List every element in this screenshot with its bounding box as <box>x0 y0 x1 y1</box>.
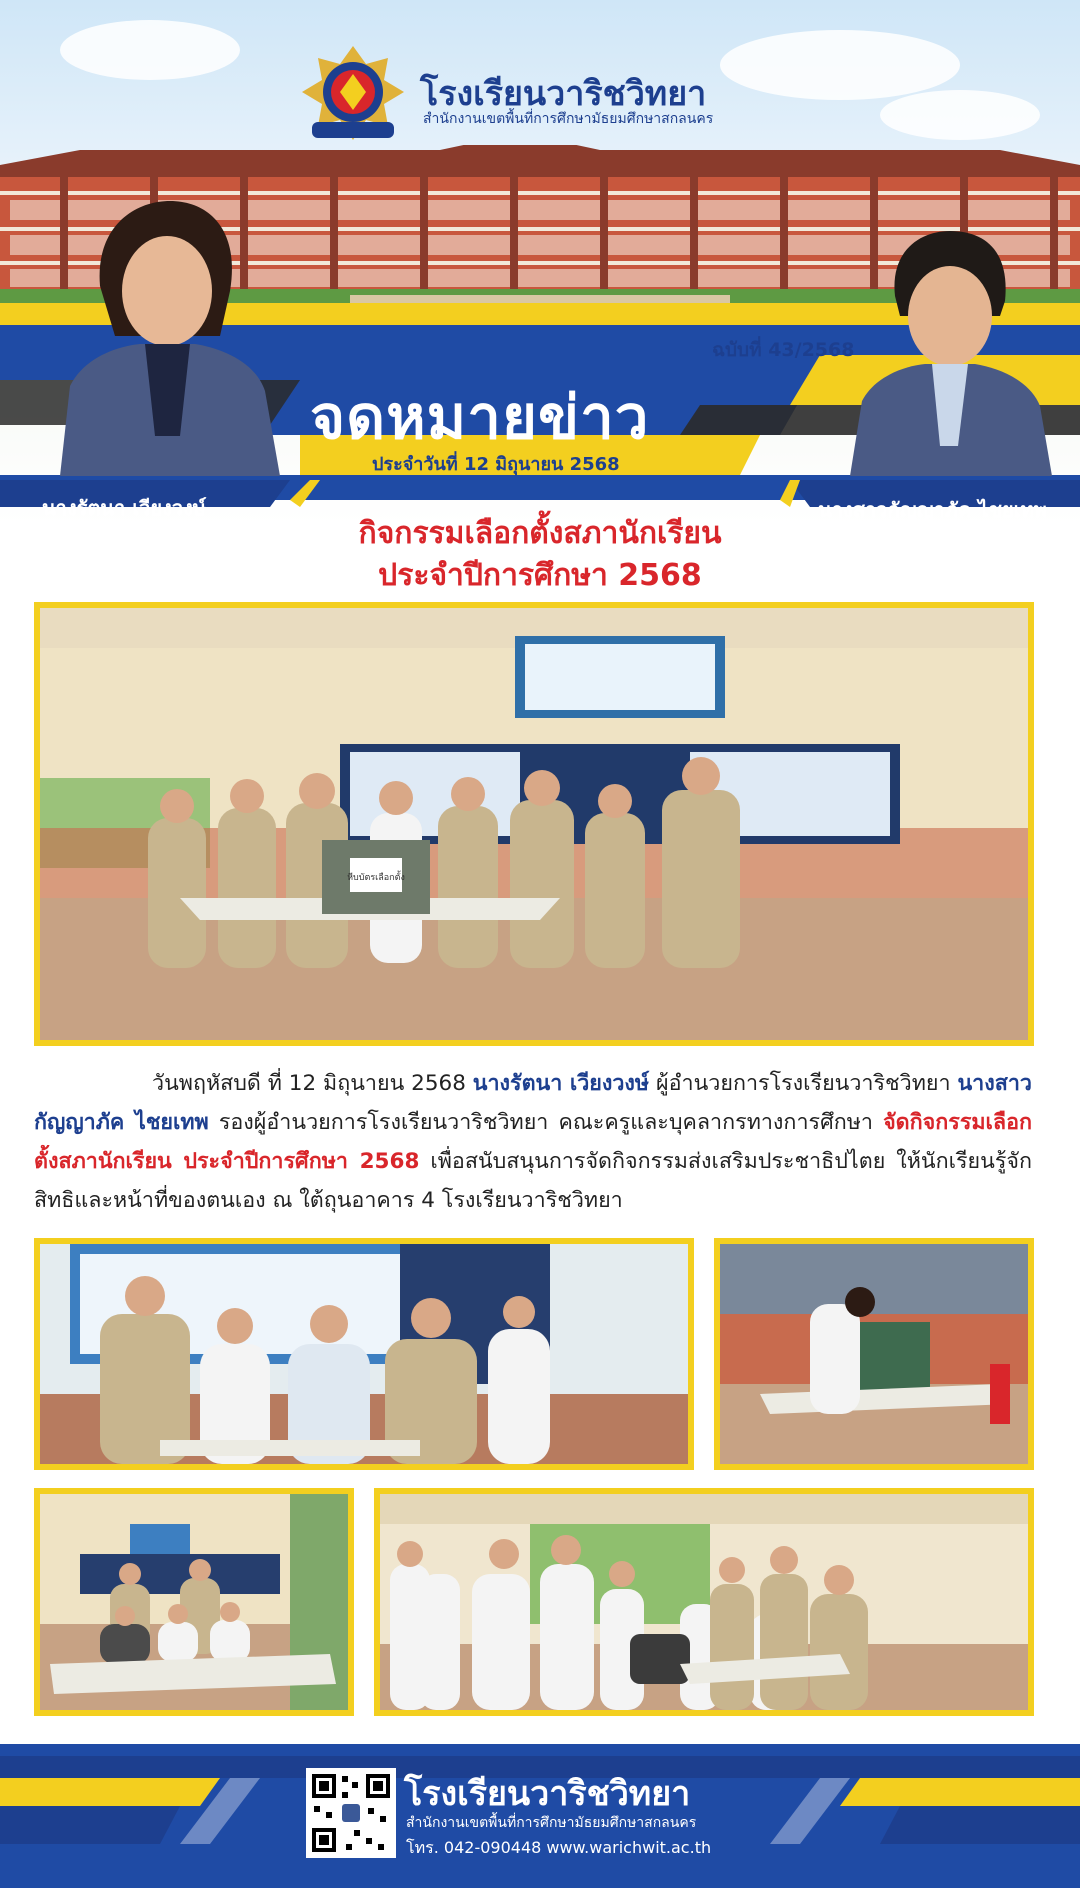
qr-code[interactable] <box>306 1768 396 1858</box>
gallery-photo-1 <box>34 1238 694 1470</box>
body-rest: เพื่อสนับสนุนการจัดกิจกรรมส่งเสริมประชาธิปไตย ให้นักเรียนรู้จักสิทธิและหน้าที่ของตนเอง ณ ใต้ถุนอาคาร 4 โรงเรียนวาริชวิทยา <box>34 1149 1032 1213</box>
main-photo <box>34 602 1034 1046</box>
issue-number: ฉบับที่ 43/2568 <box>712 339 855 361</box>
headline-line-1: กิจกรรมเลือกตั้งสภานักเรียน <box>358 516 722 551</box>
footer-school-name: โรงเรียนวาริชวิทยา <box>404 1774 691 1814</box>
newsletter-date: ประจำวันที่ 12 มิถุนายน 2568 <box>372 454 620 475</box>
gallery-photo-2 <box>714 1238 1034 1470</box>
school-subtitle: สำนักงานเขตพื้นที่การศึกษามัธยมศึกษาสกลนคร <box>423 111 714 127</box>
body-activity: จัดกิจกรรมเลือกตั้งสภานักเรียน ประจำปีการศึกษา 2568 <box>34 1110 1032 1174</box>
headline-line-2: ประจำปีการศึกษา 2568 <box>378 558 702 593</box>
body-intro: วันพฤหัสบดี ที่ 12 มิถุนายน 2568 <box>152 1071 473 1096</box>
body-name-deputy: นางสาวกัญญาภัค ไชยเทพ <box>34 1071 1032 1135</box>
footer-contact[interactable]: โทร. 042-090448 www.warichwit.ac.th <box>406 1838 712 1857</box>
body-role-director: ผู้อำนวยการโรงเรียนวาริชวิทยา <box>649 1071 958 1096</box>
person-left-portrait <box>40 196 290 476</box>
body-name-director: นางรัตนา เวียงวงษ์ <box>472 1071 650 1096</box>
person-right-portrait <box>840 226 1060 476</box>
article-body <box>34 1064 1032 1220</box>
gallery-photo-4 <box>374 1488 1034 1716</box>
newsletter-title: จดหมายข่าว <box>310 383 650 453</box>
footer-school-subtitle: สำนักงานเขตพื้นที่การศึกษามัธยมศึกษาสกลนคร <box>406 1815 697 1831</box>
person-right-name: นางสาวกัญญาภัค ไชยเทพ <box>818 498 1047 522</box>
person-left-name: นางรัตนา เวียงวงษ์ <box>42 496 206 520</box>
gallery-photo-3 <box>34 1488 354 1716</box>
school-logo <box>298 44 408 144</box>
newsletter-header <box>0 0 1080 525</box>
school-name: โรงเรียนวาริชวิทยา <box>420 74 707 114</box>
ballot-box-label: หีบบัตรเลือกตั้ง <box>347 873 405 883</box>
body-role-deputy: รองผู้อำนวยการโรงเรียนวาริชวิทยา คณะครูและบุคลากรทางการศึกษา <box>208 1110 884 1135</box>
